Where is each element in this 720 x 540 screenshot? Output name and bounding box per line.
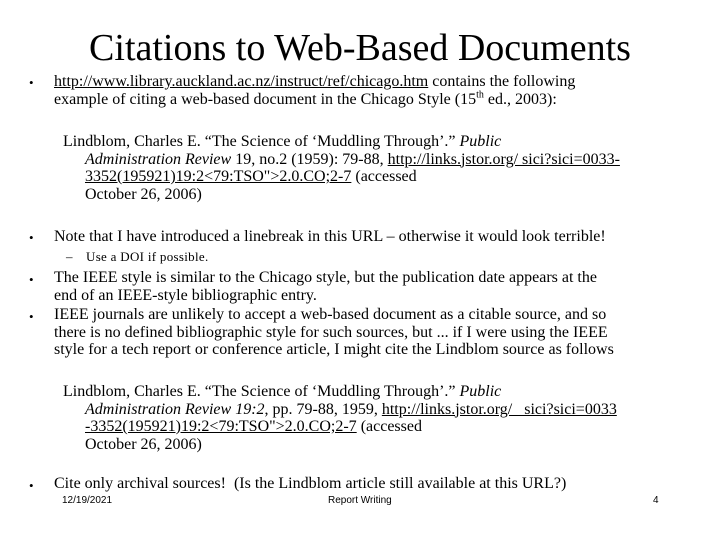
citation-volume-pages: 19, no.2 (1959): 79-88, [231,150,388,168]
citation-journal-part1: Public [459,133,502,150]
bullet-4-line2: there is no defined bibliographic style for such sources, but ... if I were using the IEEE [54,323,608,341]
bullet-1-text [54,73,704,108]
slide-title: Citations to Web-Based Documents [89,27,631,69]
bullet-3-text [54,269,714,304]
bullet-marker: • [29,272,34,287]
bullet-3-line1: The IEEE style is similar to the Chicago style, but the publication date appears at the [54,269,597,286]
sub-bullet-dash: – [66,249,73,264]
jstor-link-part1[interactable]: http://links.jstor.org/ sici?sici=0033- [387,150,620,168]
sub-bullet-text: Use a DOI if possible. [86,249,209,264]
jstor-link-part2[interactable]: -3352(195921)19:2<79:TSO">2.0.CO;2-7 [85,418,357,435]
bullet-1-line2-end: ed., 2003): [483,90,557,108]
bullet-1-line2: example of citing a web-based document in the Chicago Style (15 [54,90,477,108]
citation-author-title: Lindblom, Charles E. “The Science of ‘Muddling Through’.” [63,133,460,150]
citation-access-date: October 26, 2006) [85,185,202,203]
jstor-link-part2[interactable]: 3352(195921)19:2<79:TSO">2.0.CO;2-7 [85,168,352,185]
citation-journal-part1: Public [459,383,502,400]
bullet-4-line1: IEEE journals are unlikely to accept a web-based document as a citable source, and so [54,306,607,323]
citation-accessed: (accessed [356,418,422,435]
citation-author-title: Lindblom, Charles E. “The Science of ‘Muddling Through’.” [63,383,460,400]
citation-journal-part2: Administration Review [85,150,232,168]
bullet-4-line3: style for a tech report or conference article, I might cite the Lindblom source as follows [54,341,614,358]
ieee-citation [63,383,703,453]
citation-access-date: October 26, 2006) [85,435,202,453]
jstor-link-part1[interactable]: http://links.jstor.org/ sici?sici=0033 [381,400,617,418]
bullet-2-text: Note that I have introduced a linebreak in this URL – otherwise it would look terrible! [54,228,606,245]
bullet-1-line1-rest: contains the following [428,73,576,90]
bullet-3-line2: end of an IEEE-style bibliographic entry. [54,286,317,304]
bullet-5-text: Cite only archival sources! (Is the Lindblom article still available at this URL?) [54,475,567,492]
bullet-4-text [54,306,719,359]
citation-journal-part2: Administration Review 19:2 [85,400,265,418]
footer-title: Report Writing [328,495,392,506]
bullet-marker: • [29,309,34,324]
chicago-guide-link[interactable]: http://www.library.auckland.ac.nz/instruct/ref/chicago.htm [54,73,429,90]
footer-date: 12/19/2021 [62,495,113,506]
chicago-citation [63,133,703,203]
bullet-marker: • [29,230,34,245]
citation-pages-year: , pp. 79-88, 1959, [264,400,382,418]
bullet-marker: • [29,478,34,493]
bullet-marker: • [29,75,34,90]
ordinal-suffix: th [476,89,484,101]
citation-accessed: (accessed [351,168,417,185]
page-number: 4 [653,495,659,506]
